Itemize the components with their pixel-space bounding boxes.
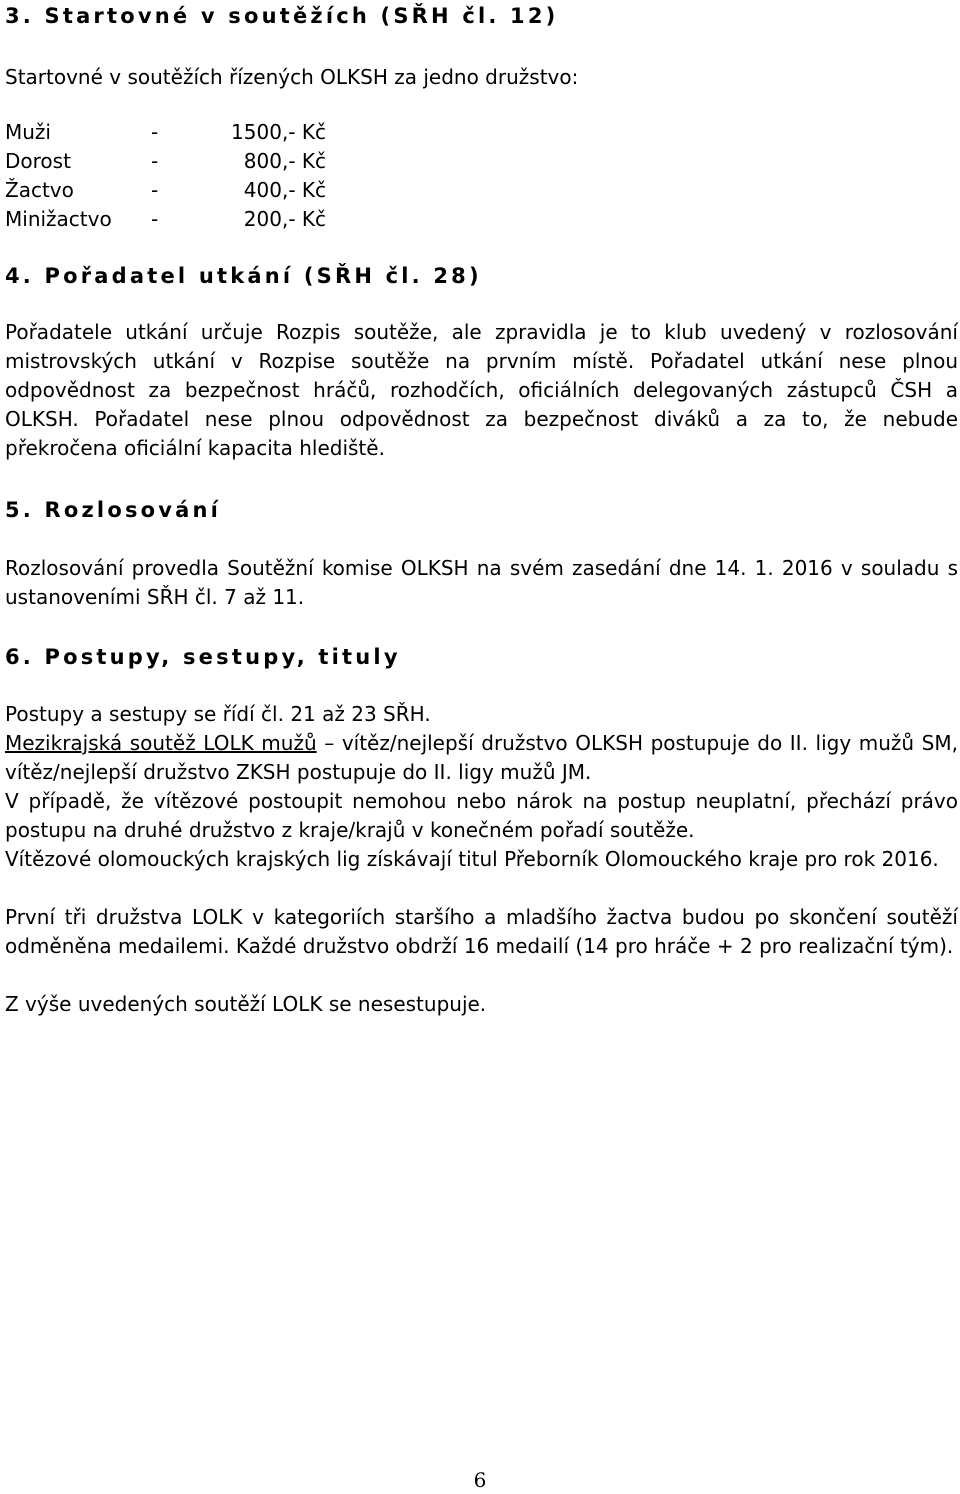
section-6-paragraph-5: První tři družstva LOLK v kategoriích staršího a mladšího žactva budou po skončení soutěží odměněna medailemi. Každé družstvo obdrží 16 medailí (14 pro hráče + 2 pro realizační tým). <box>5 905 958 958</box>
section-5-paragraph: Rozlosování provedla Soutěžní komise OLKSH na svém zasedání dne 14. 1. 2016 v souladu s ustanoveními SŘH čl. 7 až 11. <box>5 556 958 609</box>
fee-category: Žactvo <box>5 178 74 202</box>
section-5-heading: 5. Rozlosování <box>5 498 222 522</box>
competition-name: Mezikrajská soutěž LOLK mužů <box>5 731 317 755</box>
section-4-paragraph: Pořadatele utkání určuje Rozpis soutěže, ale zpravidla je to klub uvedený v rozlosování mistrovských utkání v Rozpise soutěže na prvním místě. Pořadatel utkání nese plnou odpovědnost za bezpečnost hráčů, rozhodčích, oficiálních delegovaných zástupců ČSH a OLKSH. Pořadatel nese plnou odpovědnost za bezpečnost diváků a za to, že nebude překročena oficiální kapacita hlediště. <box>5 320 958 460</box>
fee-dash: - <box>151 178 159 202</box>
fee-row <box>5 147 326 176</box>
section-6-heading: 6. Postupy, sestupy, tituly <box>5 645 401 669</box>
fee-amount: 400,- Kč <box>243 178 326 202</box>
fee-amount: 800,- Kč <box>243 149 326 173</box>
page-number: 6 <box>473 1468 487 1492</box>
section-6-paragraph-4: Vítězové olomouckých krajských lig získávají titul Přeborník Olomouckého kraje pro rok 2016. <box>5 847 939 871</box>
fee-dash: - <box>151 120 159 144</box>
section-6-paragraph-3: V případě, že vítězové postoupit nemohou nebo nárok na postup neuplatní, přechází právo postupu na druhé družstvo z kraje/krajů v konečném pořadí soutěže. <box>5 789 958 842</box>
fee-row <box>5 118 326 147</box>
fee-dash: - <box>151 149 159 173</box>
section-6-paragraph-2-text: – vítěz/nejlepší družstvo OLKSH postupuje do II. ligy mužů SM, vítěz/nejlepší družstvo ZKSH postupuje do II. ligy mužů JM. <box>5 731 958 784</box>
fee-amount: 200,- Kč <box>243 207 326 231</box>
section-6-paragraph-6: Z výše uvedených soutěží LOLK se nesestupuje. <box>5 992 487 1016</box>
section-4-heading: 4. Pořadatel utkání (SŘH čl. 28) <box>5 264 482 288</box>
fee-row <box>5 176 326 205</box>
fee-row <box>5 205 326 234</box>
fee-category: Minižactvo <box>5 207 112 231</box>
fee-dash: - <box>151 207 159 231</box>
section-3-heading: 3. Startovné v soutěžích (SŘH čl. 12) <box>5 4 559 28</box>
section-3-intro: Startovné v soutěžích řízených OLKSH za jedno družstvo: <box>5 65 579 89</box>
fee-category: Dorost <box>5 149 71 173</box>
section-6-line-1: Postupy a sestupy se řídí čl. 21 až 23 SŘH. <box>5 702 431 726</box>
fee-table <box>5 118 326 234</box>
section-6-paragraph-2 <box>5 729 958 787</box>
fee-amount: 1500,- Kč <box>231 120 326 144</box>
fee-category: Muži <box>5 120 51 144</box>
